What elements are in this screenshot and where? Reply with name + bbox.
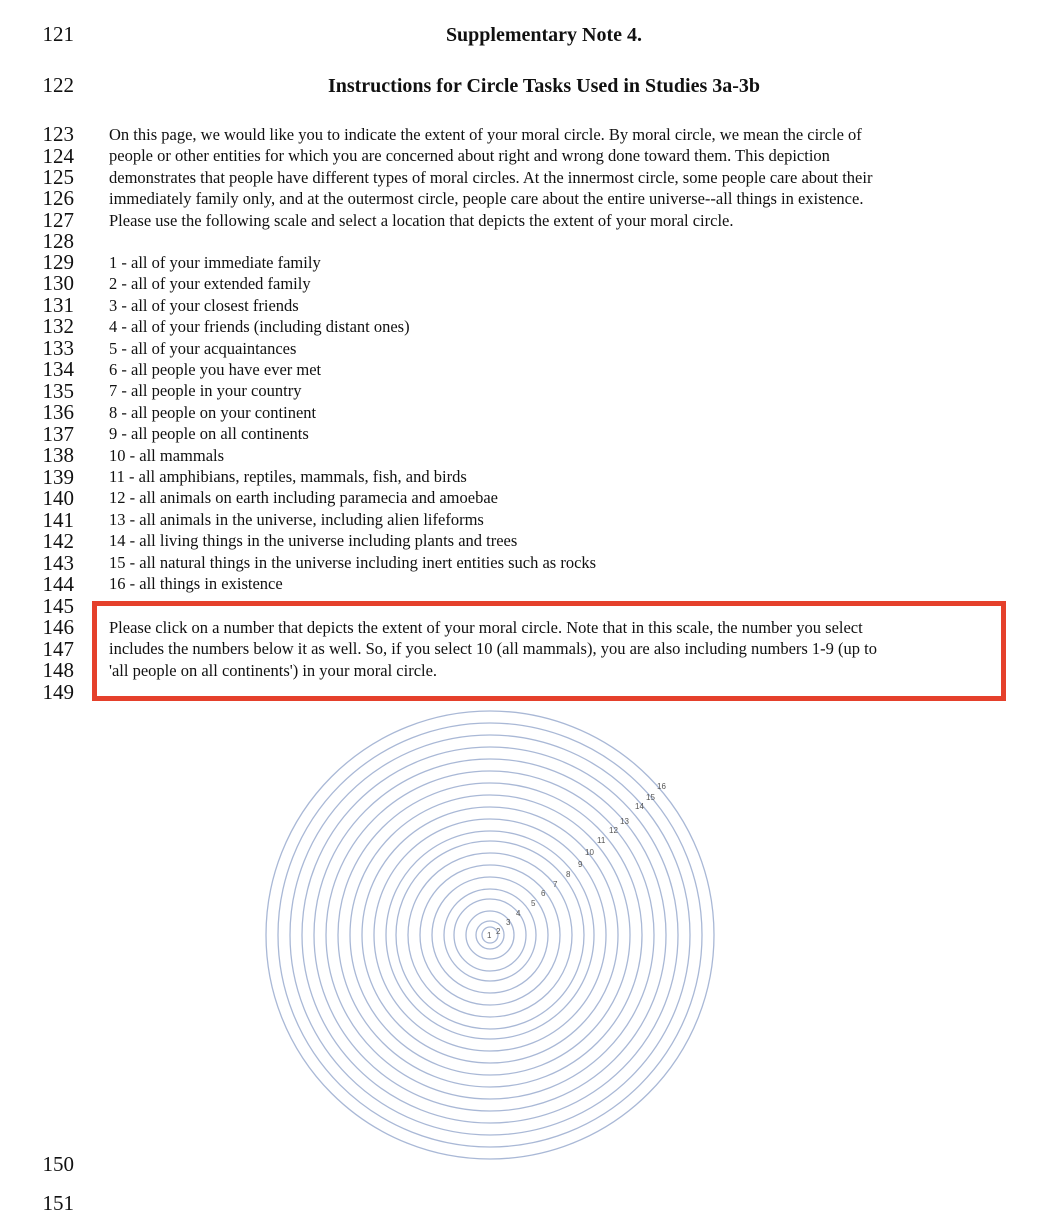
intro-line: immediately family only, and at the outermost circle, people care about the entire universe--all things in existence. bbox=[109, 189, 864, 209]
line-number: 135 bbox=[42, 379, 74, 403]
line-number: 138 bbox=[42, 443, 74, 467]
line-number: 122 bbox=[42, 73, 74, 97]
line-number: 133 bbox=[42, 336, 74, 360]
line-number: 132 bbox=[42, 314, 74, 338]
circle-label[interactable]: 12 bbox=[609, 826, 618, 835]
line-number: 139 bbox=[42, 465, 74, 489]
line-number: 147 bbox=[42, 637, 74, 661]
scale-item: 2 - all of your extended family bbox=[109, 274, 311, 294]
scale-item: 11 - all amphibians, reptiles, mammals, fish, and birds bbox=[109, 467, 467, 486]
line-number: 146 bbox=[42, 615, 74, 639]
circle-label[interactable]: 15 bbox=[646, 793, 655, 802]
note-line: includes the numbers below it as well. So, if you select 10 (all mammals), you are also including numbers 1-9 (up to bbox=[109, 639, 878, 659]
line-number: 136 bbox=[42, 400, 74, 424]
section-subtitle: Instructions for Circle Tasks Used in Studies 3a-3b bbox=[327, 75, 761, 97]
moral-circle-diagram[interactable] bbox=[258, 705, 728, 1175]
intro-line: Please use the following scale and select a location that depicts the extent of your moral circle. bbox=[109, 210, 734, 230]
intro-line: On this page, we would like you to indicate the extent of your moral circle. By moral circle, we mean the circle of bbox=[109, 125, 862, 144]
line-number: 149 bbox=[42, 680, 74, 704]
line-number: 123 bbox=[42, 122, 74, 146]
line-number: 128 bbox=[42, 229, 74, 253]
note-line: 'all people on all continents') in your moral circle. bbox=[109, 660, 438, 680]
line-number: 148 bbox=[42, 658, 74, 682]
intro-line: people or other entities for which you are concerned about right and wrong done toward them. This depiction bbox=[109, 146, 830, 166]
circle-label[interactable]: 3 bbox=[506, 918, 511, 927]
line-number: 130 bbox=[42, 271, 74, 295]
line-number: 151 bbox=[42, 1191, 74, 1215]
line-number: 142 bbox=[42, 529, 74, 553]
scale-item: 13 - all animals in the universe, including alien lifeforms bbox=[109, 509, 484, 529]
line-number: 134 bbox=[42, 357, 74, 381]
circle-label[interactable]: 6 bbox=[541, 889, 546, 898]
line-number: 144 bbox=[42, 572, 74, 596]
scale-item: 7 - all people in your country bbox=[109, 381, 302, 401]
circle-label[interactable]: 14 bbox=[635, 802, 644, 811]
scale-item: 10 - all mammals bbox=[109, 445, 225, 465]
scale-item: 6 - all people you have ever met bbox=[109, 360, 322, 379]
line-number: 121 bbox=[42, 22, 74, 46]
circle-label[interactable]: 4 bbox=[516, 909, 521, 918]
circle-label[interactable]: 1 bbox=[487, 931, 492, 940]
line-number: 125 bbox=[42, 165, 74, 189]
scale-item: 15 - all natural things in the universe including inert entities such as rocks bbox=[109, 552, 597, 572]
circle-label[interactable]: 5 bbox=[531, 899, 536, 908]
scale-item: 12 - all animals on earth including paramecia and amoebae bbox=[109, 488, 498, 508]
circle-label[interactable]: 7 bbox=[553, 880, 558, 889]
circle-label[interactable]: 11 bbox=[597, 836, 606, 845]
scale-item: 4 - all of your friends (including distant ones) bbox=[109, 317, 410, 337]
line-number: 141 bbox=[42, 508, 74, 532]
line-number: 145 bbox=[42, 594, 74, 618]
scale-item: 16 - all things in existence bbox=[109, 574, 283, 593]
line-number: 126 bbox=[42, 186, 74, 210]
circle-label[interactable]: 9 bbox=[578, 860, 583, 869]
note-line: Please click on a number that depicts the extent of your moral circle. Note that in this scale, the number you select bbox=[109, 618, 863, 637]
line-number: 127 bbox=[42, 208, 74, 232]
circle-label[interactable]: 10 bbox=[585, 848, 594, 857]
line-number: 129 bbox=[42, 250, 74, 274]
scale-item: 14 - all living things in the universe including plants and trees bbox=[109, 531, 518, 551]
line-number: 150 bbox=[42, 1152, 74, 1176]
line-number: 131 bbox=[42, 293, 74, 317]
line-number: 140 bbox=[42, 486, 74, 510]
circle-label[interactable]: 2 bbox=[496, 927, 501, 936]
scale-item: 9 - all people on all continents bbox=[109, 424, 309, 444]
circle-label[interactable]: 13 bbox=[620, 817, 629, 826]
scale-item: 5 - all of your acquaintances bbox=[109, 338, 297, 358]
scale-item: 1 - all of your immediate family bbox=[109, 253, 321, 272]
line-number: 137 bbox=[42, 422, 74, 446]
scale-item: 8 - all people on your continent bbox=[109, 402, 317, 422]
page-title: Supplementary Note 4. bbox=[445, 24, 643, 46]
circle-label[interactable]: 8 bbox=[566, 870, 571, 879]
line-number: 143 bbox=[42, 551, 74, 575]
scale-item: 3 - all of your closest friends bbox=[109, 295, 299, 315]
line-number: 124 bbox=[42, 144, 74, 168]
intro-line: demonstrates that people have different types of moral circles. At the innermost circle, some people care about their bbox=[109, 167, 873, 187]
circle-label[interactable]: 16 bbox=[657, 782, 666, 791]
